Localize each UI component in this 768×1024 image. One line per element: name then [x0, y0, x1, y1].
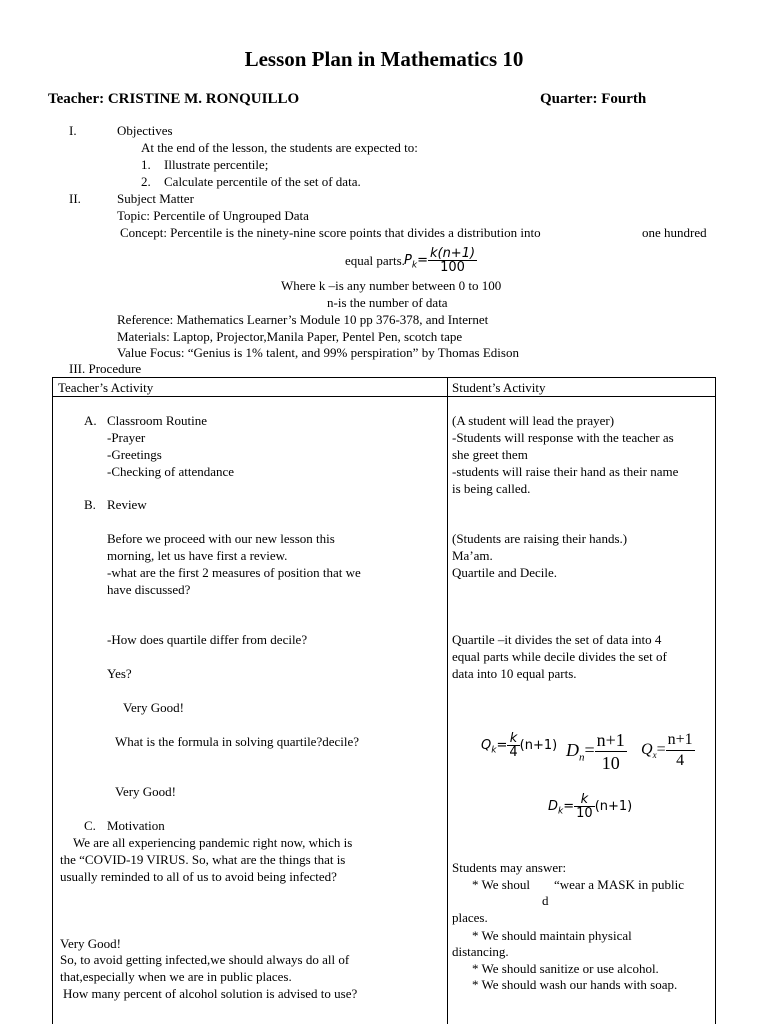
routine-item: -Prayer — [107, 430, 146, 445]
classroom-routine: Classroom Routine — [107, 413, 208, 428]
student-response: -Students will response with the teacher as — [452, 430, 674, 445]
quarter: Quarter: Fourth — [540, 91, 647, 107]
where-k: Where k –is any number between 0 to 100 — [281, 278, 502, 293]
topic: Topic: Percentile of Ungrouped Data — [117, 208, 309, 223]
student-diff: equal parts while decile divides the set of — [452, 649, 667, 664]
yes-prompt: Yes? — [107, 666, 132, 681]
concept-line: Concept: Percentile is the ninety-nine score points that divides a distribution into — [120, 225, 541, 240]
reference: Reference: Mathematics Learner’s Module 10 pp 376-378, and Internet — [117, 312, 489, 327]
motivation-text: the “COVID-19 VIRUS. So, what are the things that is — [60, 852, 346, 867]
quartile-formula-handwritten: $Q_x=$ $\frac{n+1}{4}$ — [641, 730, 693, 769]
col-student-header: Student’s Activity — [452, 380, 546, 395]
student-diff: data into 10 equal parts. — [452, 666, 577, 681]
materials: Materials: Laptop, Projector,Manila Paper, Pentel Pen, scotch tape — [117, 329, 463, 344]
praise: Very Good! — [115, 784, 177, 799]
review-heading: Review — [107, 497, 147, 512]
step-label-b: B. — [84, 497, 96, 512]
student-maam: Ma’am. — [452, 548, 493, 563]
section-numeral-2: II. — [69, 191, 81, 206]
student-answer: d — [542, 893, 549, 908]
student-answer: distancing. — [452, 944, 509, 959]
student-response: -students will raise their hand as their name — [452, 464, 679, 479]
student-answer: “wear a MASK in public — [554, 877, 684, 892]
student-prayer: (A student will lead the prayer) — [452, 413, 615, 428]
student-diff: Quartile –it divides the set of data into 4 — [452, 632, 662, 647]
value-focus: Value Focus: “Genius is 1% talent, and 99% perspiration” by Thomas Edison — [117, 345, 519, 360]
student-answer-qd: Quartile and Decile. — [452, 565, 558, 580]
review-text: -what are the first 2 measures of position that we — [107, 565, 361, 580]
student-answer: * We shoul — [472, 877, 530, 892]
concept-line-end: one hundred — [642, 225, 707, 240]
formula-question: What is the formula in solving quartile?decile? — [115, 734, 360, 749]
student-answer: * We should sanitize or use alcohol. — [472, 961, 659, 976]
teacher-name: Teacher: CRISTINE M. RONQUILLO — [48, 91, 300, 107]
student-response: she greet them — [452, 447, 528, 462]
objectives-heading: Objectives — [117, 123, 173, 138]
objectives-intro: At the end of the lesson, the students are expected to: — [141, 140, 418, 155]
step-label-c: C. — [84, 818, 96, 833]
objective-text: Illustrate percentile; — [164, 157, 269, 172]
table-header-rule — [52, 396, 716, 397]
table-divider — [447, 377, 448, 1024]
praise: Very Good! — [123, 700, 185, 715]
student-answer: places. — [452, 910, 488, 925]
closing-question: How many percent of alcohol solution is advised to use? — [63, 986, 358, 1001]
procedure-heading: III. Procedure — [69, 361, 142, 376]
objective-num: 1. — [141, 157, 151, 172]
objective-num: 2. — [141, 174, 151, 189]
routine-item: -Checking of attendance — [107, 464, 235, 479]
concept-equal-parts: equal parts. — [345, 253, 405, 268]
objective-text: Calculate percentile of the set of data. — [164, 174, 361, 189]
quartile-formula: $Q_k=$ $\frac{k}{4}$ (n+1) — [481, 731, 558, 760]
percentile-formula: $P_k=$ $\frac{k(n+1)}{100}$ — [404, 246, 476, 275]
closing-text: that,especially when we are in public places. — [60, 969, 292, 984]
decile-formula: $D_k=$ $\frac{k}{10}$ (n+1) — [548, 792, 633, 821]
review-text: have discussed? — [107, 582, 191, 597]
motivation-heading: Motivation — [107, 818, 165, 833]
praise: Very Good! — [60, 936, 122, 951]
step-label-a: A. — [84, 413, 97, 428]
student-response: is being called. — [452, 481, 531, 496]
subject-matter-heading: Subject Matter — [117, 191, 194, 206]
review-text: Before we proceed with our new lesson this — [107, 531, 335, 546]
motivation-text: usually reminded to all of us to avoid being infected? — [60, 869, 337, 884]
student-answer-intro: Students may answer: — [452, 860, 567, 875]
quartile-question: -How does quartile differ from decile? — [107, 632, 308, 647]
review-text: morning, let us have first a review. — [107, 548, 288, 563]
page-title: Lesson Plan in Mathematics 10 — [244, 47, 524, 71]
student-answer: * We should wash our hands with soap. — [472, 977, 678, 992]
student-answer: * We should maintain physical — [472, 928, 632, 943]
decile-formula-n: $D_n=$ $\frac{n+1}{10}$ — [566, 730, 625, 774]
motivation-text: We are all experiencing pandemic right now, which is — [73, 835, 353, 850]
section-numeral-1: I. — [69, 123, 77, 138]
routine-item: -Greetings — [107, 447, 162, 462]
col-teacher-header: Teacher’s Activity — [58, 380, 154, 395]
closing-text: So, to avoid getting infected,we should always do all of — [60, 952, 350, 967]
where-n: n-is the number of data — [327, 295, 448, 310]
student-raising: (Students are raising their hands.) — [452, 531, 628, 546]
